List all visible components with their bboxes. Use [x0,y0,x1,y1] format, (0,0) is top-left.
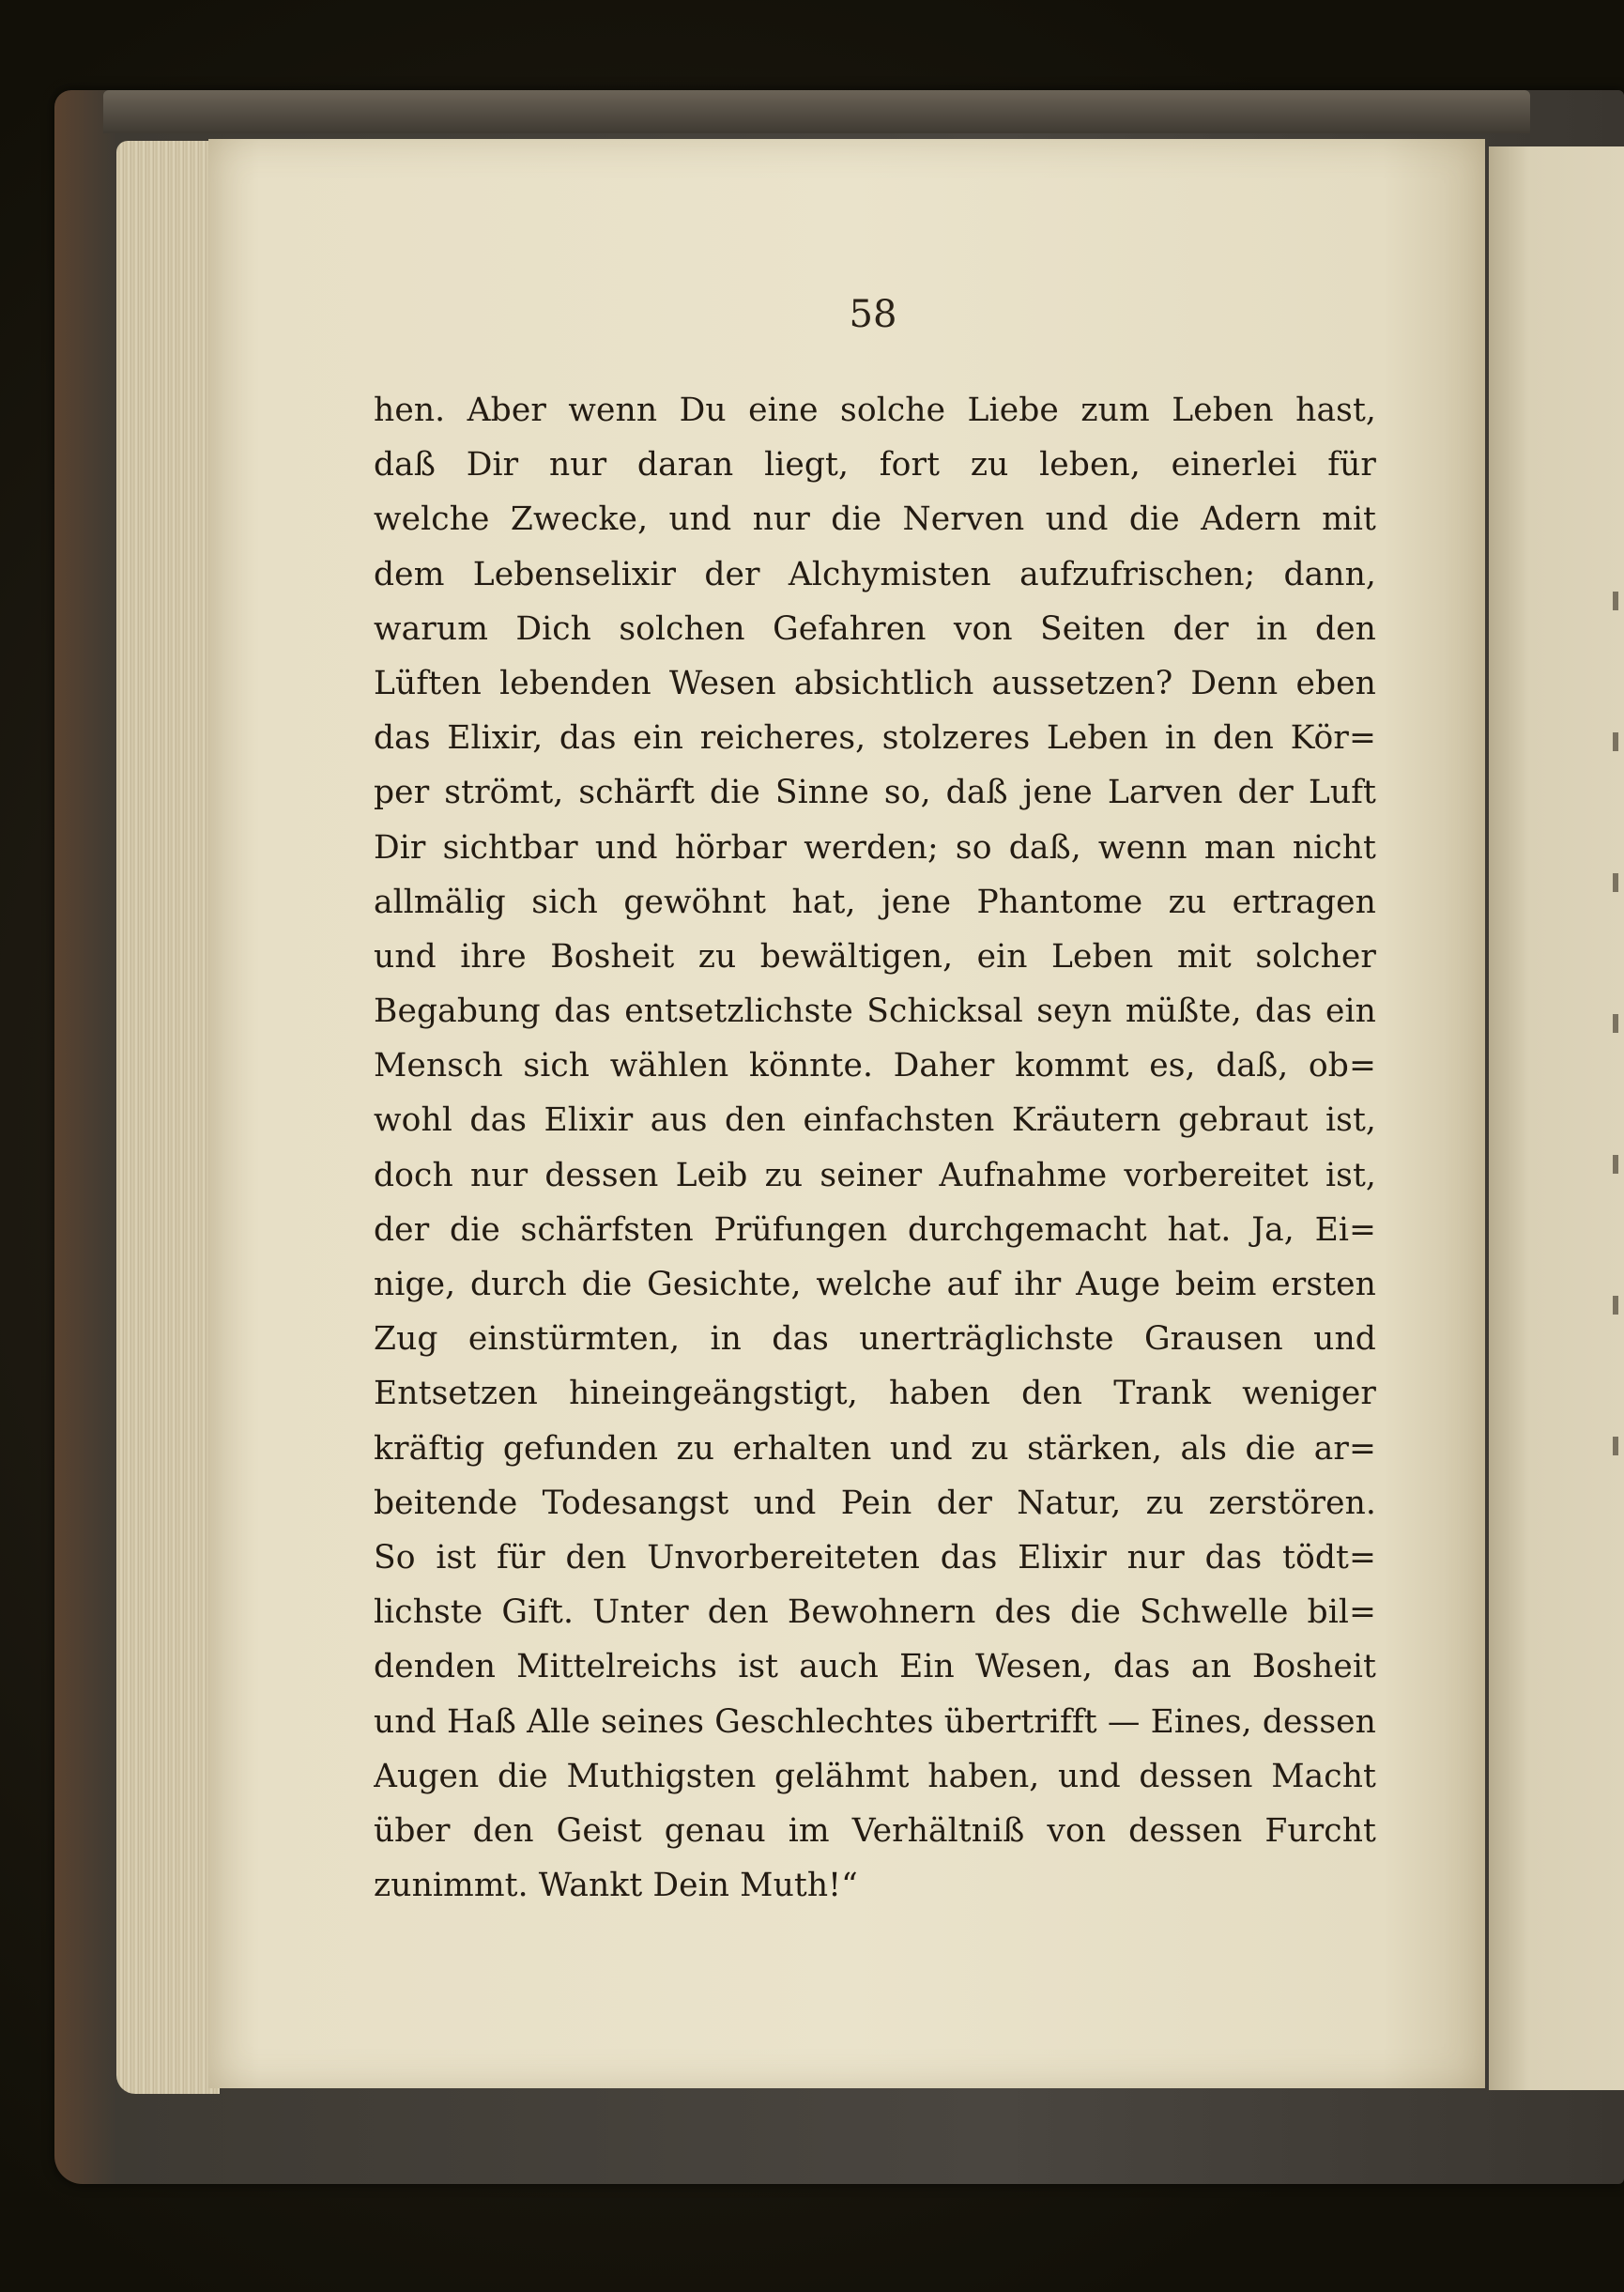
text-line: doch nur dessen Leib zu seiner Aufnahme vorbereitet ist, [374,1156,1376,1194]
body-text [374,383,1376,1913]
text-line: hen. Aber wenn Du eine solche Liebe zum Leben hast, [374,392,1376,429]
text-line: allmälig sich gewöhnt hat, jene Phantome zu ertragen [374,883,1376,921]
text-line: Dir sichtbar und hörbar werden; so daß, wenn man nicht [374,828,1376,867]
facing-page-bleed-marks [1613,469,1618,1502]
text-line: Begabung das entsetzlichste Schicksal seyn müßte, das ein [374,992,1376,1031]
text-line: kräftig gefunden zu erhalten und zu stärken, als die ar= [374,1429,1376,1468]
text-line: lichste Gift. Unter den Bewohnern des die Schwelle bil= [374,1593,1376,1632]
text-line: und ihre Bosheit zu bewältigen, ein Leben mit solcher [374,937,1376,976]
text-line: Lüften lebenden Wesen absichtlich aussetzen? Denn eben [374,664,1376,702]
text-line: wohl das Elixir aus den einfachsten Kräutern gebraut ist, [374,1101,1376,1140]
text-line: warum Dich solchen Gefahren von Seiten der in den [374,609,1376,648]
text-line: So ist für den Unvorbereiteten das Elixir nur das tödt= [374,1538,1376,1577]
text-line: per strömt, schärft die Sinne so, daß jene Larven der Luft [374,774,1376,812]
text-line: welche Zwecke, und nur die Nerven und die Adern mit [374,500,1376,539]
text-line: denden Mittelreichs ist auch Ein Wesen, das an Bosheit [374,1648,1376,1686]
text-line: Entsetzen hineingeängstigt, haben den Trank weniger [374,1375,1376,1413]
text-line: nige, durch die Gesichte, welche auf ihr Auge beim ersten [374,1266,1376,1303]
text-line: über den Geist genau im Verhältniß von dessen Furcht [374,1811,1376,1850]
text-line: das Elixir, das ein reicheres, stolzeres Leben in den Kör= [374,719,1376,758]
text-line: zunimmt. Wankt Dein Muth!“ [374,1867,858,1905]
page-number: 58 [849,293,897,336]
text-line: und Haß Alle seines Geschlechtes übertrifft — Eines, dessen [374,1702,1376,1741]
text-line: dem Lebenselixir der Alchymisten aufzufrischen; dann, [374,555,1376,593]
text-line: Augen die Muthigsten gelähmt haben, und dessen Macht [374,1757,1376,1795]
text-line: beitende Todesangst und Pein der Natur, zu zerstören. [374,1484,1376,1522]
cover-spine-strip [103,90,1530,133]
page-stack-edges [116,141,220,2094]
text-line: Zug einstürmten, in das unerträglichste Grausen und [374,1320,1376,1359]
text-line: daß Dir nur daran liegt, fort zu leben, einerlei für [374,446,1376,485]
facing-page-edge [1489,146,1624,2090]
text-line: Mensch sich wählen könnte. Daher kommt es, daß, ob= [374,1047,1376,1085]
text-line: der die schärfsten Prüfungen durchgemacht hat. Ja, Ei= [374,1210,1376,1249]
